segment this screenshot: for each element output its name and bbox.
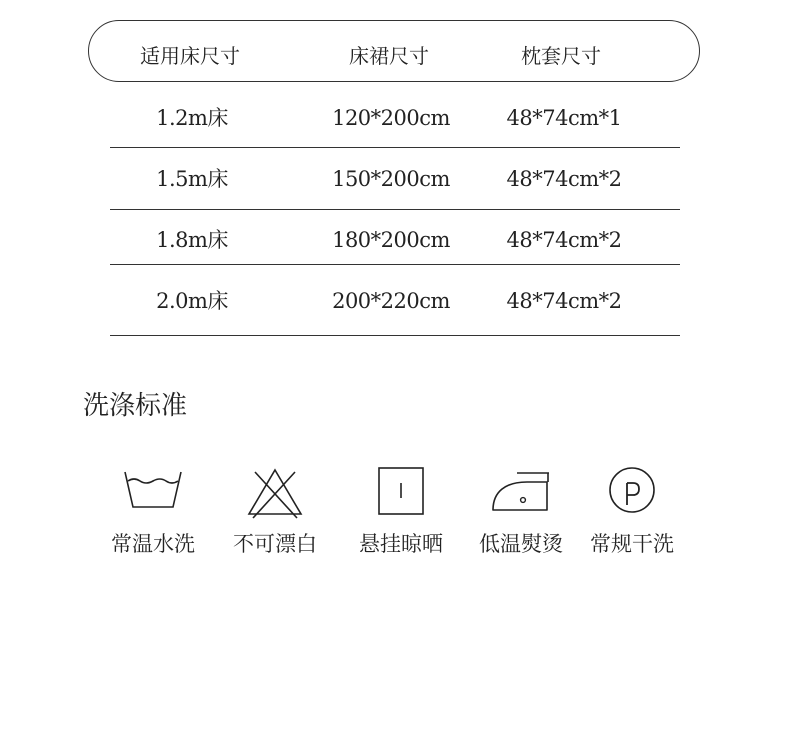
pillowcase-size-cell: 48*74cm*2 [506, 289, 622, 313]
care-label: 不可漂白 [233, 532, 317, 556]
row-divider [110, 209, 680, 210]
washing-standard-title: 洗涤标准 [83, 391, 188, 421]
care-label: 低温熨烫 [479, 532, 563, 556]
bed-skirt-size-cell: 150*200cm [332, 167, 450, 191]
bed-size-cell: 1.2m床 [156, 106, 228, 130]
low-iron-icon [491, 462, 551, 522]
care-label: 悬挂晾晒 [359, 532, 443, 556]
bed-skirt-size-cell: 200*220cm [332, 289, 450, 313]
bed-size-cell: 1.5m床 [156, 167, 228, 191]
dry-clean-p-icon [602, 462, 662, 522]
pillowcase-size-cell: 48*74cm*2 [506, 228, 622, 252]
wash-basin-icon [123, 462, 183, 522]
bed-skirt-size-cell: 120*200cm [332, 106, 450, 130]
care-item-hang-dry [341, 462, 461, 572]
column-header-bed-size: 适用床尺寸 [140, 44, 240, 68]
table-bottom-border [110, 335, 680, 336]
no-bleach-icon [245, 462, 305, 522]
care-label: 常规干洗 [590, 532, 674, 556]
care-item-low-iron [461, 462, 581, 572]
hang-dry-icon [371, 462, 431, 522]
row-divider [110, 264, 680, 265]
care-item-normal-wash [93, 462, 213, 572]
care-item-no-bleach [215, 462, 335, 572]
bed-skirt-size-cell: 180*200cm [332, 228, 450, 252]
pillowcase-size-cell: 48*74cm*1 [506, 106, 622, 130]
care-label: 常温水洗 [111, 532, 195, 556]
bed-size-cell: 1.8m床 [156, 228, 228, 252]
column-header-bed-skirt-size: 床裙尺寸 [349, 44, 429, 68]
column-header-pillowcase-size: 枕套尺寸 [521, 44, 601, 68]
care-item-dry-clean [572, 462, 692, 572]
row-divider [110, 147, 680, 148]
bed-size-cell: 2.0m床 [156, 289, 228, 313]
size-table [0, 0, 790, 340]
pillowcase-size-cell: 48*74cm*2 [506, 167, 622, 191]
